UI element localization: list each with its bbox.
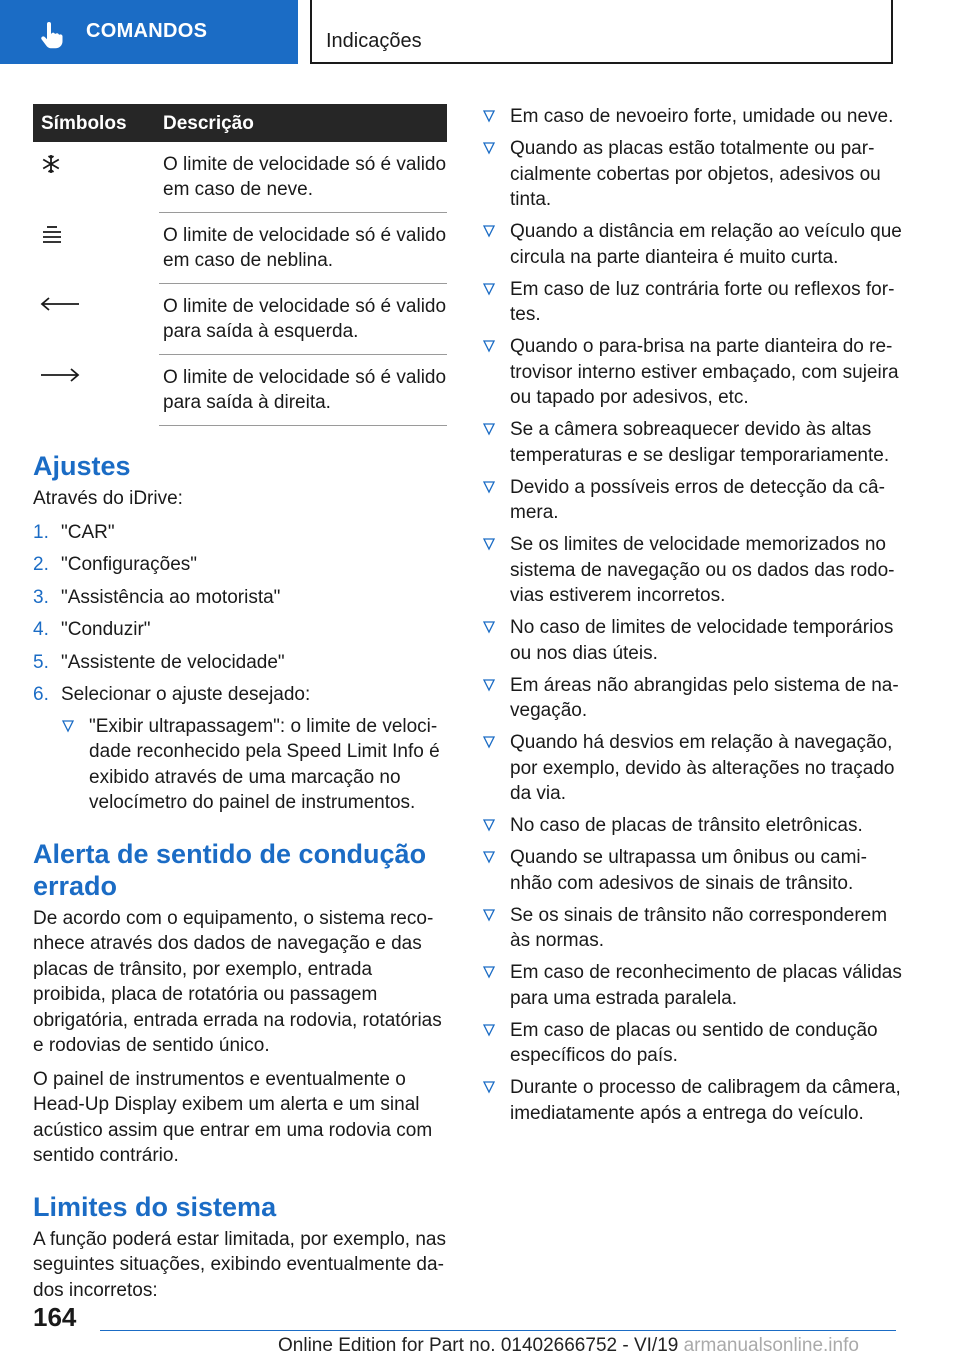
triangle-bullet-icon [483,909,495,922]
triangle-bullet-icon [483,736,495,749]
breadcrumb [310,0,893,64]
triangle-bullet-icon [483,538,495,551]
paragraph: A função poderá estar limitada, por exemplo, nas seguintes situações, exibindo eventualmente dados incorretos: [33,1228,446,1301]
list-item [482,104,902,130]
list-item [482,532,902,609]
settings-intro: Através do iDrive: [33,488,183,509]
limits-heading: Limites do sistema [33,1191,277,1222]
paragraph: O painel de instrumentos e eventualmente o Head-Up Display exibem um alerta e um sinal acústico assim que entrar em uma rodovia com sentido contrário. [33,1068,433,1166]
list-item-text: Em caso de placas ou sentido de condução específicos do país. [510,1019,878,1066]
breadcrumb-label: Indicações [326,30,422,52]
list-item [482,615,902,666]
list-item-text: No caso de limites de velocidade temporários ou nos dias úteis. [510,617,894,664]
list-item-text: Quando as placas estão totalmente ou parcialmente cobertas por objetos, adesivos ou tinta. [510,138,881,210]
list-item [33,552,447,578]
list-item-text: Devido a possíveis erros de detecção da câmera. [510,476,885,523]
triangle-bullet-icon [483,225,495,238]
fog-icon [39,223,159,252]
triangle-bullet-icon [483,966,495,979]
list-item-text: Se os limites de velocidade memorizados no sistema de navegação ou os dados das rodovias estiverem incorretos. [510,534,895,606]
list-item [33,585,447,611]
description-cell: O limite de velocidade só é valido para saída à esquerda. [159,284,447,355]
list-item [482,136,902,213]
settings-steps [33,520,447,816]
paragraph: De acordo com o equipamento, o sistema reconhece através dos dados de navegação e das placas de trânsito, por exemplo, entrada proibida, placa de rotatória ou passagem obrigatória, entrada errada na rodovia, rotatórias e rodovias de sentido único. [33,907,442,1056]
step-number: 6. [33,684,49,705]
symbol-cell [33,142,159,213]
list-item-text: Em caso de reconhecimento de placas válidas para uma estrada paralela. [510,962,902,1009]
step-text: "Configurações" [61,554,198,575]
triangle-bullet-icon [483,423,495,436]
triangle-bullet-icon [483,1081,495,1094]
footer-divider [100,1330,896,1331]
triangle-bullet-icon [483,851,495,864]
list-item-text: Em caso de nevoeiro forte, umidade ou neve. [510,106,894,127]
snowflake-icon [39,152,159,183]
settings-heading: Ajustes [33,451,131,481]
page-header [0,0,960,68]
step-text: "Conduzir" [61,619,151,640]
list-item [482,673,902,724]
table-row [33,355,447,426]
list-item-text: Se a câmera sobreaquecer devido às altas temperaturas e se desligar temporariamente. [510,419,890,466]
list-item [33,650,447,676]
sub-item-text: "Exibir ultrapassagem": o limite de velocidade reconhecido pela Speed Limit Info é exibido através de uma marcação no velocímetro do painel de instrumentos. [89,715,440,813]
symbol-table [33,104,447,426]
list-item [482,903,902,954]
triangle-bullet-icon [483,340,495,353]
step-number: 3. [33,586,49,608]
list-item [482,813,902,839]
table-row [33,284,447,355]
step-text: "Assistente de velocidade" [61,651,285,673]
list-item [33,520,447,546]
arrow-left-icon [39,294,159,321]
triangle-bullet-icon [483,679,495,692]
triangle-bullet-icon [62,720,74,733]
page-number: 164 [33,1302,77,1332]
list-item [482,845,902,896]
list-item [482,730,902,807]
description-cell: O limite de velocidade só é valido em caso de neblina. [159,213,447,284]
triangle-bullet-icon [483,142,495,155]
right-column [482,104,902,1133]
list-item-text: Quando há desvios em relação à navegação, por exemplo, devido às alterações no traçado da via. [510,732,895,804]
footer-edition [278,1335,859,1357]
list-item [482,1075,902,1126]
step-number: 4. [33,619,49,640]
triangle-bullet-icon [483,110,495,123]
list-item-text: Em caso de luz contrária forte ou reflexos fortes. [510,278,895,325]
edition-text: Online Edition for Part no. 01402666752 - VI/19 [278,1335,679,1356]
triangle-bullet-icon [483,621,495,634]
wrong-way-heading: Alerta de sentido de condução errado [33,838,427,901]
triangle-bullet-icon [483,283,495,296]
arrow-right-icon [39,365,159,392]
description-cell: O limite de velocidade só é valido em caso de neve. [159,142,447,213]
list-item-text: Se os sinais de trânsito não corresponderem às normas. [510,904,888,951]
col-header-description: Descrição [159,104,447,142]
list-item [33,617,447,643]
list-item-text: Quando a distância em relação ao veículo que circula na parte dianteira é muito curta. [510,221,902,268]
triangle-bullet-icon [483,481,495,494]
symbol-cell [33,213,159,284]
list-item [61,714,447,816]
table-row [33,213,447,284]
list-item-text: Quando o para-brisa na parte dianteira do retrovisor interno estiver embaçado, com sujeira ou tapado por adesivos, etc. [510,336,899,408]
step-text: Selecionar o ajuste desejado: [61,684,311,705]
step-number: 2. [33,554,49,575]
list-item [482,277,902,328]
list-item-text: Em áreas não abrangidas pelo sistema de navegação. [510,674,899,721]
list-item-text: No caso de placas de trânsito eletrônicas. [510,815,863,836]
list-item [482,334,902,411]
watermark-text: armanualsonline.info [683,1335,859,1356]
list-item-text: Quando se ultrapassa um ônibus ou caminhão com adesivos de sinais de trânsito. [510,847,867,894]
list-item-text: Durante o processo de calibragem da câmera, imediatamente após a entrega do veículo. [510,1077,901,1124]
description-cell: O limite de velocidade só é valido para saída à direita. [159,355,447,426]
list-item [482,475,902,526]
section-tab[interactable] [0,0,298,64]
step-text: "Assistência ao motorista" [61,586,281,608]
symbol-cell [33,355,159,426]
table-row [33,142,447,213]
symbol-cell [33,284,159,355]
triangle-bullet-icon [483,1024,495,1037]
step-number: 1. [33,521,49,543]
step-text: "CAR" [61,521,115,543]
triangle-bullet-icon [483,819,495,832]
list-item [482,417,902,468]
list-item [482,219,902,270]
hand-pointer-icon [38,22,64,48]
limits-list [482,104,902,1126]
list-item [33,682,447,816]
sub-list [61,714,447,816]
left-column [33,104,447,1303]
list-item [482,960,902,1011]
step-number: 5. [33,651,49,673]
col-header-symbol: Símbolos [33,104,159,142]
symbol-table-header [33,104,447,142]
section-tab-label: COMANDOS [86,20,208,42]
list-item [482,1018,902,1069]
